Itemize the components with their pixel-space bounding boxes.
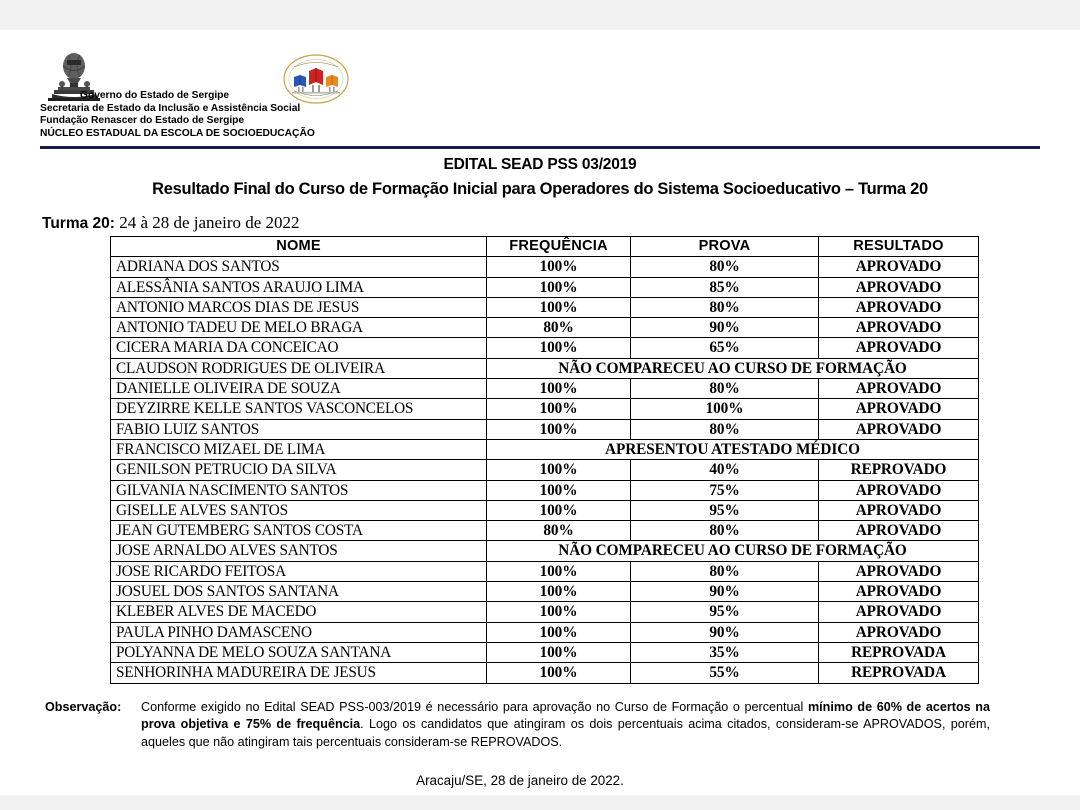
cell-nome: JOSE RICARDO FEITOSA (111, 561, 487, 581)
cell-resultado: APROVADO (819, 521, 979, 541)
cell-prova: 75% (631, 480, 819, 500)
column-header-nome: NOME (111, 237, 487, 257)
cell-observacao: NÃO COMPARECEU AO CURSO DE FORMAÇÃO (487, 358, 979, 378)
cell-prova: 90% (631, 582, 819, 602)
table-row (111, 541, 979, 561)
cell-resultado: APROVADO (819, 582, 979, 602)
observation-text-bold: mínimo de 60% de acertos na prova objetiva e 75% de frequência (141, 699, 990, 732)
column-header-prova: PROVA (631, 237, 819, 257)
table-row (111, 460, 979, 480)
results-table-body (111, 257, 979, 683)
cell-nome: ALESSÂNIA SANTOS ARAUJO LIMA (111, 277, 487, 297)
table-row (111, 257, 979, 277)
org-line-1: Governo do Estado de Sergipe (80, 90, 230, 101)
cell-frequencia: 100% (487, 480, 631, 500)
cell-nome: JOSUEL DOS SANTOS SANTANA (111, 582, 487, 602)
cell-nome: FABIO LUIZ SANTOS (111, 419, 487, 439)
table-row (111, 297, 979, 317)
table-header-row (111, 237, 979, 257)
observation-label: Observação: (45, 699, 122, 714)
cell-frequencia: 100% (487, 582, 631, 602)
cell-frequencia: 100% (487, 642, 631, 662)
table-row (111, 663, 979, 683)
cell-prova: 65% (631, 338, 819, 358)
table-row (111, 338, 979, 358)
cell-resultado: APROVADO (819, 602, 979, 622)
cell-frequencia: 100% (487, 663, 631, 683)
cell-prova: 80% (631, 297, 819, 317)
observation-text-part1: Conforme exigido no Edital SEAD PSS-003/2019 é necessário para aprovação no Curso de Formação o percentual (141, 699, 808, 714)
observation-text-part2: . Logo os candidatos que atingiram os dois percentuais acima citados, consideram-se APROVADOS, porém, aqueles que não atingiram tais percentuais consideram-se REPROVADOS. (141, 717, 990, 749)
cell-prova: 80% (631, 521, 819, 541)
table-row (111, 642, 979, 662)
cell-resultado: APROVADO (819, 500, 979, 520)
page-subtitle: Resultado Final do Curso de Formação Inicial para Operadores do Sistema Socioeducativo – Turma 20 (152, 180, 928, 198)
turma-line (42, 213, 1080, 233)
cell-nome: JEAN GUTEMBERG SANTOS COSTA (111, 521, 487, 541)
observation-block (45, 699, 990, 752)
cell-prova: 40% (631, 460, 819, 480)
turma-date: 24 à 28 de janeiro de 2022 (119, 213, 300, 232)
cell-frequencia: 100% (487, 297, 631, 317)
cell-resultado: APROVADO (819, 277, 979, 297)
cell-nome: JOSE ARNALDO ALVES SANTOS (111, 541, 487, 561)
cell-resultado: APROVADO (819, 622, 979, 642)
cell-prova: 80% (631, 379, 819, 399)
table-row (111, 561, 979, 581)
table-row (111, 358, 979, 378)
cell-nome: ANTONIO TADEU DE MELO BRAGA (111, 318, 487, 338)
cell-nome: GENILSON PETRUCIO DA SILVA (111, 460, 487, 480)
cell-frequencia: 100% (487, 379, 631, 399)
cell-frequencia: 100% (487, 460, 631, 480)
cell-nome: CICERA MARIA DA CONCEICAO (111, 338, 487, 358)
header-divider (40, 146, 1040, 149)
cell-frequencia: 100% (487, 419, 631, 439)
cell-frequencia: 80% (487, 521, 631, 541)
cell-prova: 55% (631, 663, 819, 683)
cell-prova: 95% (631, 500, 819, 520)
cell-frequencia: 80% (487, 318, 631, 338)
cell-resultado: APROVADO (819, 338, 979, 358)
cell-nome: GILVANIA NASCIMENTO SANTOS (111, 480, 487, 500)
table-row (111, 521, 979, 541)
cell-frequencia: 100% (487, 338, 631, 358)
org-line-2: Secretaria de Estado da Inclusão e Assistência Social (40, 102, 301, 114)
cell-resultado: APROVADO (819, 297, 979, 317)
cell-resultado: APROVADO (819, 318, 979, 338)
cell-nome: SENHORINHA MADUREIRA DE JESUS (111, 663, 487, 683)
cell-resultado: REPROVADA (819, 663, 979, 683)
cell-prova: 80% (631, 257, 819, 277)
cell-frequencia: 100% (487, 500, 631, 520)
cell-observacao: APRESENTOU ATESTADO MÉDICO (487, 439, 979, 459)
cell-prova: 80% (631, 561, 819, 581)
organization-lines (40, 90, 315, 140)
cell-resultado: APROVADO (819, 379, 979, 399)
cell-nome: FRANCISCO MIZAEL DE LIMA (111, 439, 487, 459)
cell-frequencia: 100% (487, 602, 631, 622)
cell-prova: 90% (631, 318, 819, 338)
cell-frequencia: 100% (487, 257, 631, 277)
table-row (111, 602, 979, 622)
cell-prova: 90% (631, 622, 819, 642)
table-row (111, 379, 979, 399)
cell-frequencia: 100% (487, 277, 631, 297)
cell-nome: KLEBER ALVES DE MACEDO (111, 602, 487, 622)
cell-nome: GISELLE ALVES SANTOS (111, 500, 487, 520)
column-header-resultado: RESULTADO (819, 237, 979, 257)
cell-resultado: REPROVADO (819, 460, 979, 480)
org-line-4: NÚCLEO ESTADUAL DA ESCOLA DE SOCIOEDUCAÇÃO (40, 127, 315, 139)
table-row (111, 582, 979, 602)
table-row (111, 399, 979, 419)
table-row (111, 500, 979, 520)
cell-nome: PAULA PINHO DAMASCENO (111, 622, 487, 642)
cell-prova: 35% (631, 642, 819, 662)
results-table (110, 236, 979, 684)
cell-prova: 95% (631, 602, 819, 622)
cell-prova: 100% (631, 399, 819, 419)
table-row (111, 419, 979, 439)
cell-frequencia: 100% (487, 561, 631, 581)
cell-resultado: APROVADO (819, 561, 979, 581)
table-row (111, 480, 979, 500)
document-footer: Aracaju/SE, 28 de janeiro de 2022. (416, 773, 624, 789)
cell-prova: 80% (631, 419, 819, 439)
turma-label: Turma 20: (42, 215, 115, 232)
cell-nome: ANTONIO MARCOS DIAS DE JESUS (111, 297, 487, 317)
letterhead (40, 52, 1035, 138)
cell-nome: DANIELLE OLIVEIRA DE SOUZA (111, 379, 487, 399)
cell-nome: DEYZIRRE KELLE SANTOS VASCONCELOS (111, 399, 487, 419)
cell-frequencia: 100% (487, 399, 631, 419)
cell-frequencia: 100% (487, 622, 631, 642)
cell-resultado: REPROVADA (819, 642, 979, 662)
org-line-3: Fundação Renascer do Estado de Sergipe (40, 115, 245, 127)
cell-nome: POLYANNA DE MELO SOUZA SANTANA (111, 642, 487, 662)
page-title: EDITAL SEAD PSS 03/2019 (443, 156, 637, 173)
column-header-frequencia: FREQUÊNCIA (487, 237, 631, 257)
cell-resultado: APROVADO (819, 419, 979, 439)
cell-observacao: NÃO COMPARECEU AO CURSO DE FORMAÇÃO (487, 541, 979, 561)
cell-resultado: APROVADO (819, 257, 979, 277)
table-row (111, 622, 979, 642)
document-page (0, 30, 1080, 795)
cell-nome: CLAUDSON RODRIGUES DE OLIVEIRA (111, 358, 487, 378)
cell-resultado: APROVADO (819, 480, 979, 500)
table-row (111, 318, 979, 338)
table-row (111, 439, 979, 459)
cell-nome: ADRIANA DOS SANTOS (111, 257, 487, 277)
table-row (111, 277, 979, 297)
cell-prova: 85% (631, 277, 819, 297)
cell-resultado: APROVADO (819, 399, 979, 419)
